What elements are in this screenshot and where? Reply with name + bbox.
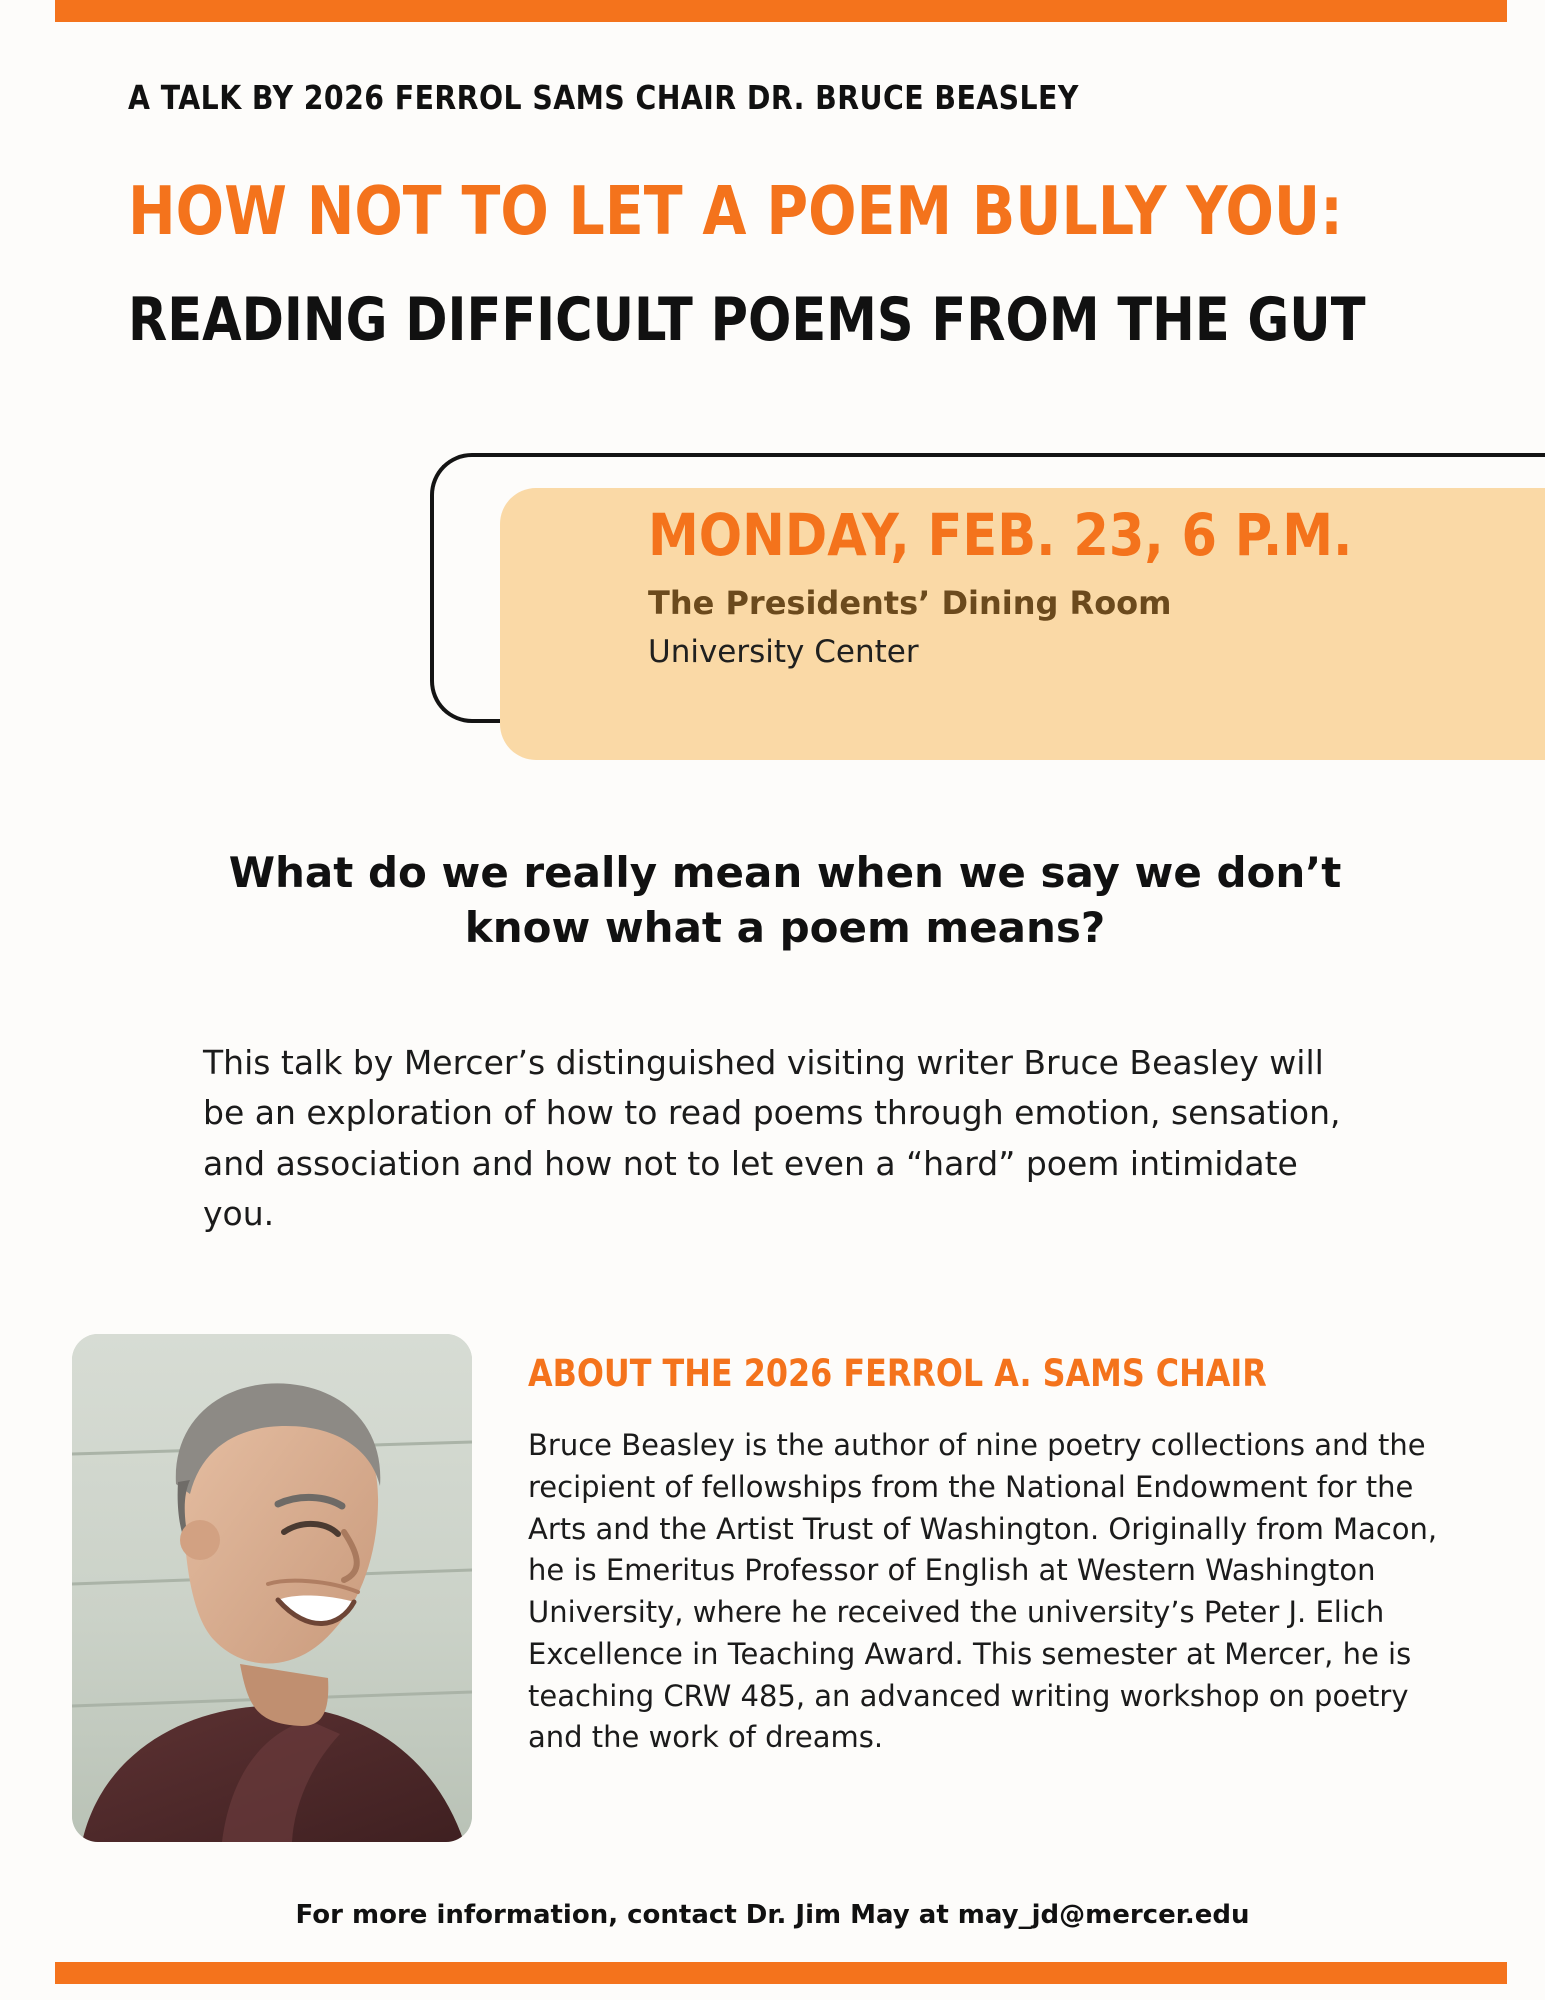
event-title-line-2: READING DIFFICULT POEMS FROM THE GUT — [128, 285, 1366, 355]
event-building: University Center — [648, 633, 919, 670]
event-room: The Presidents’ Dining Room — [648, 583, 1172, 622]
contact-footer: For more information, contact Dr. Jim May at may_jd@mercer.edu — [295, 1900, 1250, 1930]
portrait-image — [72, 1334, 472, 1842]
event-details — [648, 501, 1528, 670]
event-date: MONDAY, FEB. 23, 6 P.M. — [648, 501, 1353, 569]
event-kicker: A TALK BY 2026 FERROL SAMS CHAIR DR. BRUCE BEASLEY — [128, 78, 1079, 117]
bottom-accent-bar — [55, 1962, 1507, 1984]
speaker-portrait — [72, 1334, 472, 1842]
about-heading: ABOUT THE 2026 FERROL A. SAMS CHAIR — [528, 1352, 1267, 1395]
pull-question: What do we really mean when we say we don’t know what a poem means? — [228, 848, 1342, 953]
event-description: This talk by Mercer’s distinguished visiting writer Bruce Beasley will be an exploration of how to read poems through emotion, sensation, and association and how not to let even a “hard” poem intimidate you. — [203, 1043, 1341, 1234]
about-body-text: Bruce Beasley is the author of nine poetry collections and the recipient of fellowships from the National Endowment for the Arts and the Artist Trust of Washington. Originally from Macon, he is Emeritus Professor of English at Western Washington University, where he received the university’s Peter J. Elich Excellence in Teaching Award. This semester at Mercer, he is teaching CRW 485, an advanced writing workshop on poetry and the work of dreams. — [528, 1428, 1438, 1755]
top-accent-bar — [55, 0, 1507, 22]
event-title-line-1: HOW NOT TO LET A POEM BULLY YOU: — [128, 172, 1343, 250]
